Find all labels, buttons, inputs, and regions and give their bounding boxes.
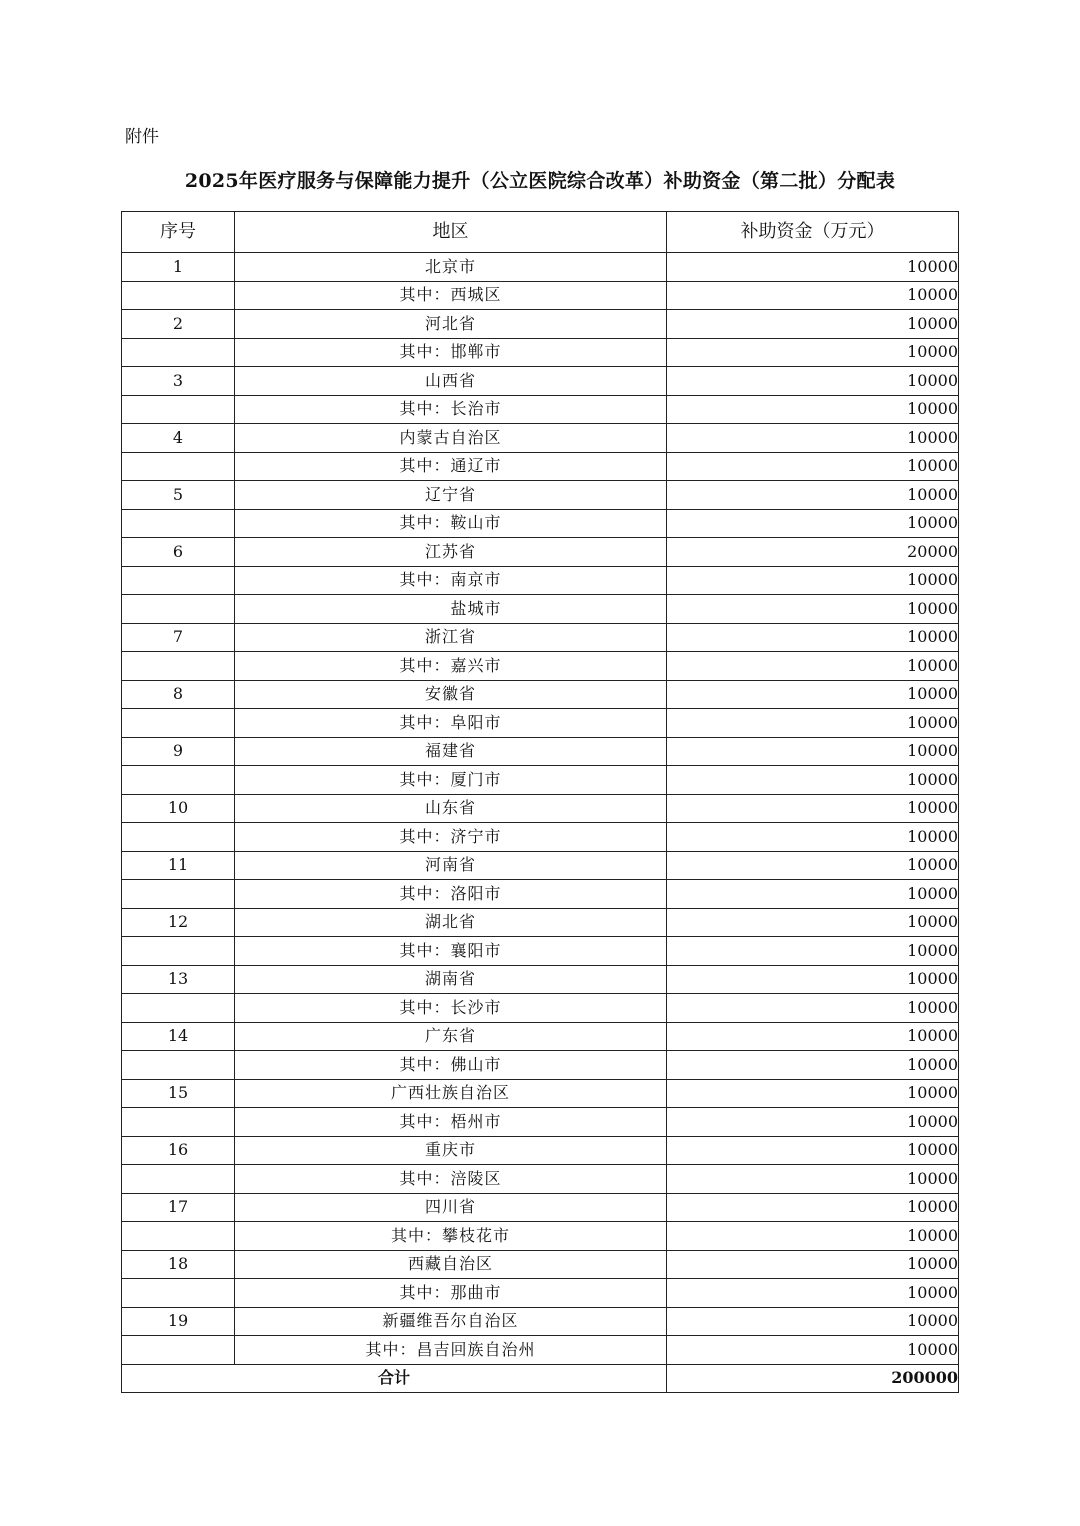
row-seq: 17: [122, 1193, 235, 1222]
header-amount: 补助资金（万元）: [667, 212, 959, 253]
row-region: 河北省: [235, 310, 667, 339]
row-region: 山西省: [235, 367, 667, 396]
row-region: 其中：邯郸市: [235, 338, 667, 367]
table-row: [122, 1250, 959, 1279]
row-seq: 12: [122, 908, 235, 937]
table-row: [122, 652, 959, 681]
row-region: 盐城市: [235, 595, 667, 624]
row-amount: 10000: [667, 1279, 959, 1308]
row-region: 广西壮族自治区: [235, 1079, 667, 1108]
row-seq: 1: [122, 253, 235, 282]
row-region: 其中：襄阳市: [235, 937, 667, 966]
row-amount: 10000: [667, 1136, 959, 1165]
row-seq: 7: [122, 623, 235, 652]
row-seq: [122, 1108, 235, 1137]
row-amount: 10000: [667, 680, 959, 709]
row-amount: 10000: [667, 709, 959, 738]
row-region: 湖南省: [235, 965, 667, 994]
row-seq: 8: [122, 680, 235, 709]
table-row: [122, 481, 959, 510]
table-row: [122, 1307, 959, 1336]
row-amount: 10000: [667, 994, 959, 1023]
table-row: [122, 1193, 959, 1222]
row-seq: 4: [122, 424, 235, 453]
table-row: [122, 253, 959, 282]
table-row: [122, 310, 959, 339]
table-row: [122, 908, 959, 937]
row-region: 其中：阜阳市: [235, 709, 667, 738]
row-amount: 10000: [667, 623, 959, 652]
row-amount: 10000: [667, 1336, 959, 1365]
row-region: 其中：通辽市: [235, 452, 667, 481]
row-amount: 10000: [667, 965, 959, 994]
table-row: [122, 1108, 959, 1137]
row-amount: 10000: [667, 1307, 959, 1336]
row-region: 其中：佛山市: [235, 1051, 667, 1080]
row-seq: [122, 452, 235, 481]
row-seq: 2: [122, 310, 235, 339]
row-amount: 10000: [667, 452, 959, 481]
row-seq: 15: [122, 1079, 235, 1108]
row-seq: [122, 509, 235, 538]
table-row: [122, 1022, 959, 1051]
row-amount: 10000: [667, 1079, 959, 1108]
row-seq: [122, 994, 235, 1023]
row-amount: 10000: [667, 595, 959, 624]
row-region: 其中：厦门市: [235, 766, 667, 795]
table-row: [122, 880, 959, 909]
table-row: [122, 509, 959, 538]
row-seq: [122, 823, 235, 852]
row-region: 其中：攀枝花市: [235, 1222, 667, 1251]
table-row: [122, 281, 959, 310]
row-seq: [122, 1336, 235, 1365]
row-seq: [122, 566, 235, 595]
row-region: 浙江省: [235, 623, 667, 652]
table-row: [122, 595, 959, 624]
row-seq: 14: [122, 1022, 235, 1051]
row-seq: 3: [122, 367, 235, 396]
table-row: [122, 1279, 959, 1308]
row-region: 其中：济宁市: [235, 823, 667, 852]
row-amount: 10000: [667, 1051, 959, 1080]
row-region: 其中：长沙市: [235, 994, 667, 1023]
table-row: [122, 1136, 959, 1165]
total-label: 合计: [122, 1364, 667, 1392]
row-region: 其中：洛阳市: [235, 880, 667, 909]
table-row: [122, 623, 959, 652]
row-seq: [122, 595, 235, 624]
table-row: [122, 338, 959, 367]
row-region: 其中：长治市: [235, 395, 667, 424]
row-amount: 10000: [667, 766, 959, 795]
row-amount: 10000: [667, 794, 959, 823]
table-row: [122, 794, 959, 823]
row-region: 四川省: [235, 1193, 667, 1222]
row-amount: 10000: [667, 1165, 959, 1194]
row-region: 新疆维吾尔自治区: [235, 1307, 667, 1336]
row-seq: 18: [122, 1250, 235, 1279]
row-amount: 10000: [667, 1250, 959, 1279]
table-row: [122, 737, 959, 766]
row-seq: [122, 880, 235, 909]
row-amount: 10000: [667, 1222, 959, 1251]
row-amount: 10000: [667, 310, 959, 339]
table-row: [122, 538, 959, 567]
table-row: [122, 851, 959, 880]
table-row: [122, 395, 959, 424]
row-amount: 10000: [667, 652, 959, 681]
row-amount: 10000: [667, 737, 959, 766]
table-row: [122, 709, 959, 738]
row-amount: 10000: [667, 424, 959, 453]
row-amount: 20000: [667, 538, 959, 567]
row-seq: [122, 281, 235, 310]
row-seq: 13: [122, 965, 235, 994]
table-row: [122, 1165, 959, 1194]
row-seq: [122, 937, 235, 966]
header-region: 地区: [235, 212, 667, 253]
table-row: [122, 367, 959, 396]
row-region: 江苏省: [235, 538, 667, 567]
table-row: [122, 1051, 959, 1080]
total-amount: 200000: [667, 1364, 959, 1392]
table-row: [122, 994, 959, 1023]
header-seq: 序号: [122, 212, 235, 253]
row-region: 其中：昌吉回族自治州: [235, 1336, 667, 1365]
row-region: 其中：西城区: [235, 281, 667, 310]
row-region: 山东省: [235, 794, 667, 823]
row-seq: [122, 395, 235, 424]
row-seq: 9: [122, 737, 235, 766]
row-amount: 10000: [667, 1022, 959, 1051]
row-seq: [122, 338, 235, 367]
row-region: 其中：涪陵区: [235, 1165, 667, 1194]
row-amount: 10000: [667, 908, 959, 937]
table-row: [122, 1222, 959, 1251]
row-amount: 10000: [667, 281, 959, 310]
row-region: 内蒙古自治区: [235, 424, 667, 453]
row-seq: [122, 1165, 235, 1194]
row-seq: [122, 652, 235, 681]
table-row: [122, 937, 959, 966]
row-region: 安徽省: [235, 680, 667, 709]
row-amount: 10000: [667, 395, 959, 424]
row-amount: 10000: [667, 937, 959, 966]
row-amount: 10000: [667, 1108, 959, 1137]
annex-label: 附件: [125, 127, 159, 147]
row-amount: 10000: [667, 1193, 959, 1222]
table-row: [122, 452, 959, 481]
table-row: [122, 424, 959, 453]
row-seq: [122, 1279, 235, 1308]
row-region: 河南省: [235, 851, 667, 880]
row-region: 北京市: [235, 253, 667, 282]
table-body: [122, 253, 959, 1365]
row-seq: 5: [122, 481, 235, 510]
row-amount: 10000: [667, 253, 959, 282]
table-row: [122, 1079, 959, 1108]
row-amount: 10000: [667, 367, 959, 396]
row-amount: 10000: [667, 338, 959, 367]
table-row: [122, 823, 959, 852]
document-title: 2025年医疗服务与保障能力提升（公立医院综合改革）补助资金（第二批）分配表: [184, 170, 896, 192]
table-row: [122, 1336, 959, 1365]
row-region: 重庆市: [235, 1136, 667, 1165]
row-region: 其中：鞍山市: [235, 509, 667, 538]
row-seq: [122, 766, 235, 795]
table-row: [122, 965, 959, 994]
allocation-table: [121, 211, 959, 1393]
row-seq: [122, 709, 235, 738]
row-seq: [122, 1222, 235, 1251]
row-amount: 10000: [667, 823, 959, 852]
row-amount: 10000: [667, 481, 959, 510]
table-row: [122, 680, 959, 709]
row-amount: 10000: [667, 851, 959, 880]
row-region: 广东省: [235, 1022, 667, 1051]
row-region: 辽宁省: [235, 481, 667, 510]
table-header-row: [122, 212, 959, 253]
row-seq: 19: [122, 1307, 235, 1336]
total-row: [122, 1364, 959, 1392]
row-amount: 10000: [667, 566, 959, 595]
row-region: 其中：梧州市: [235, 1108, 667, 1137]
row-seq: 6: [122, 538, 235, 567]
row-seq: 11: [122, 851, 235, 880]
row-region: 其中：嘉兴市: [235, 652, 667, 681]
row-region: 西藏自治区: [235, 1250, 667, 1279]
row-amount: 10000: [667, 880, 959, 909]
row-region: 其中：那曲市: [235, 1279, 667, 1308]
row-region: 福建省: [235, 737, 667, 766]
table-row: [122, 566, 959, 595]
row-seq: [122, 1051, 235, 1080]
table-row: [122, 766, 959, 795]
row-region: 其中：南京市: [235, 566, 667, 595]
row-region: 湖北省: [235, 908, 667, 937]
row-amount: 10000: [667, 509, 959, 538]
row-seq: 16: [122, 1136, 235, 1165]
row-seq: 10: [122, 794, 235, 823]
